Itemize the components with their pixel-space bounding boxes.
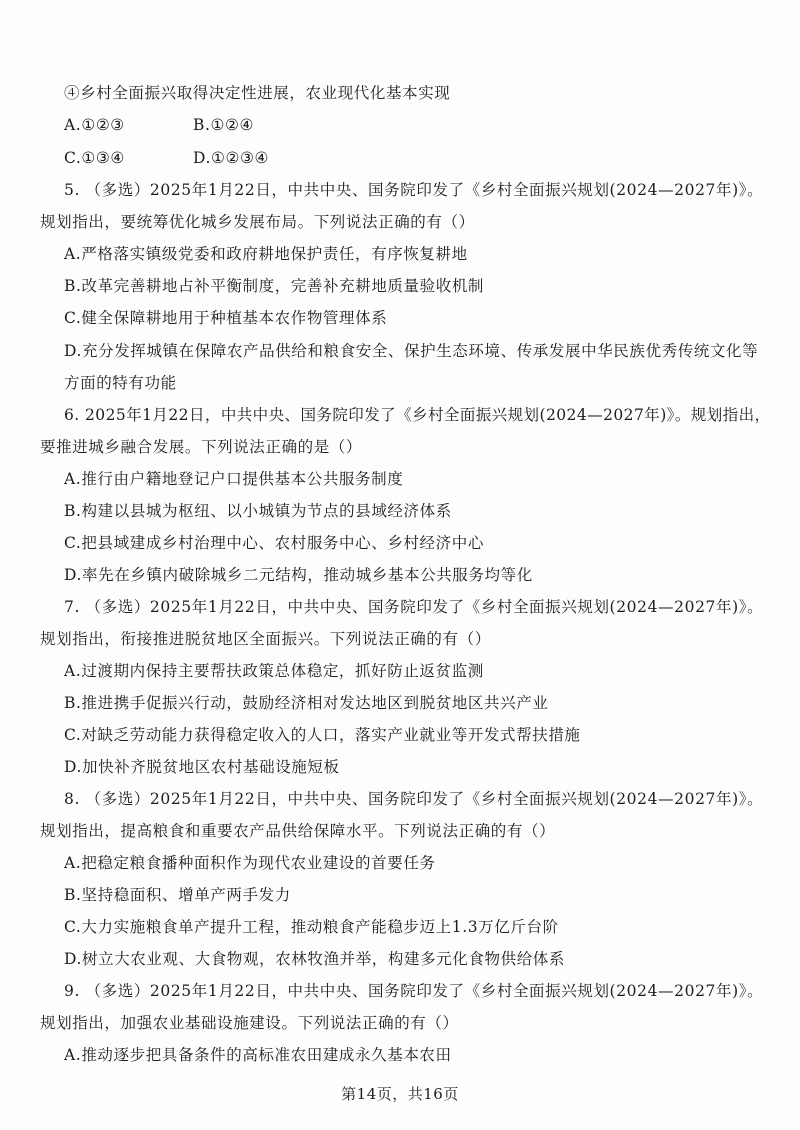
question-9-stem-1: 9. （多选）2025年1月22日，中共中央、国务院印发了《乡村全面振兴规划(2024—2027年)》。 xyxy=(64,982,764,1000)
question-5-stem-2: 规划指出，要统筹优化城乡发展布局。下列说法正确的有（） xyxy=(40,213,475,231)
question-8-option-a: A.把稳定粮食播种面积作为现代农业建设的首要任务 xyxy=(64,854,436,872)
answer-choice-d: D.①②③④ xyxy=(193,149,269,167)
question-7-option-b: B.推进携手促振兴行动，鼓励经济相对发达地区到脱贫地区共兴产业 xyxy=(64,694,549,712)
question-7-option-c: C.对缺乏劳动能力获得稳定收入的人口，落实产业就业等开发式帮扶措施 xyxy=(64,726,581,744)
question-8-option-c: C.大力实施粮食单产提升工程，推动粮食产能稳步迈上1.3万亿斤台阶 xyxy=(64,918,559,936)
page-number-footer: 第14页，共16页 xyxy=(341,1085,459,1103)
question-5-option-d-2: 方面的特有功能 xyxy=(64,374,177,392)
question-5-option-d-1: D.充分发挥城镇在保障农产品供给和粮食安全、保护生态环境、传承发展中华民族优秀传统文化等 xyxy=(64,342,759,360)
question-6-stem-1: 6. 2025年1月22日，中共中央、国务院印发了《乡村全面振兴规划(2024—2027年)》。规划指出， xyxy=(64,406,771,424)
question-6-option-b: B.构建以县城为枢纽、以小城镇为节点的县域经济体系 xyxy=(64,502,452,520)
answer-choice-a: A.①②③ xyxy=(64,116,125,134)
question-8-stem-2: 规划指出，提高粮食和重要农产品供给保障水平。下列说法正确的有（） xyxy=(40,822,556,840)
question-7-stem-1: 7. （多选）2025年1月22日，中共中央、国务院印发了《乡村全面振兴规划(2024—2027年)》。 xyxy=(64,598,764,616)
question-5-option-c: C.健全保障耕地用于种植基本农作物管理体系 xyxy=(64,309,388,327)
question-9-stem-2: 规划指出，加强农业基础设施建设。下列说法正确的有（） xyxy=(40,1014,459,1032)
option-line-4: ④乡村全面振兴取得决定性进展，农业现代化基本实现 xyxy=(64,84,451,102)
question-8-option-d: D.树立大农业观、大食物观，农林牧渔并举，构建多元化食物供给体系 xyxy=(64,950,566,968)
question-6-option-d: D.率先在乡镇内破除城乡二元结构，推动城乡基本公共服务均等化 xyxy=(64,566,533,584)
question-6-option-c: C.把县域建成乡村治理中心、农村服务中心、乡村经济中心 xyxy=(64,534,484,552)
question-9-option-a: A.推动逐步把具备条件的高标准农田建成永久基本农田 xyxy=(64,1046,452,1064)
question-6-option-a: A.推行由户籍地登记户口提供基本公共服务制度 xyxy=(64,470,404,488)
question-7-option-d: D.加快补齐脱贫地区农村基础设施短板 xyxy=(64,758,340,776)
question-6-stem-2: 要推进城乡融合发展。下列说法正确的是（） xyxy=(40,438,363,456)
question-8-stem-1: 8. （多选）2025年1月22日，中共中央、国务院印发了《乡村全面振兴规划(2024—2027年)》。 xyxy=(64,790,764,808)
answer-choice-c: C.①③④ xyxy=(64,149,125,167)
question-5-stem-1: 5. （多选）2025年1月22日，中共中央、国务院印发了《乡村全面振兴规划(2024—2027年)》。 xyxy=(64,181,764,199)
question-7-stem-2: 规划指出，衔接推进脱贫地区全面振兴。下列说法正确的有（） xyxy=(40,630,491,648)
question-7-option-a: A.过渡期内保持主要帮扶政策总体稳定，抓好防止返贫监测 xyxy=(64,662,484,680)
question-5-option-b: B.改革完善耕地占补平衡制度，完善补充耕地质量验收机制 xyxy=(64,277,485,295)
question-8-option-b: B.坚持稳面积、增单产两手发力 xyxy=(64,886,291,904)
answer-choice-b: B.①②④ xyxy=(193,116,255,134)
question-5-option-a: A.严格落实镇级党委和政府耕地保护责任，有序恢复耕地 xyxy=(64,245,468,263)
